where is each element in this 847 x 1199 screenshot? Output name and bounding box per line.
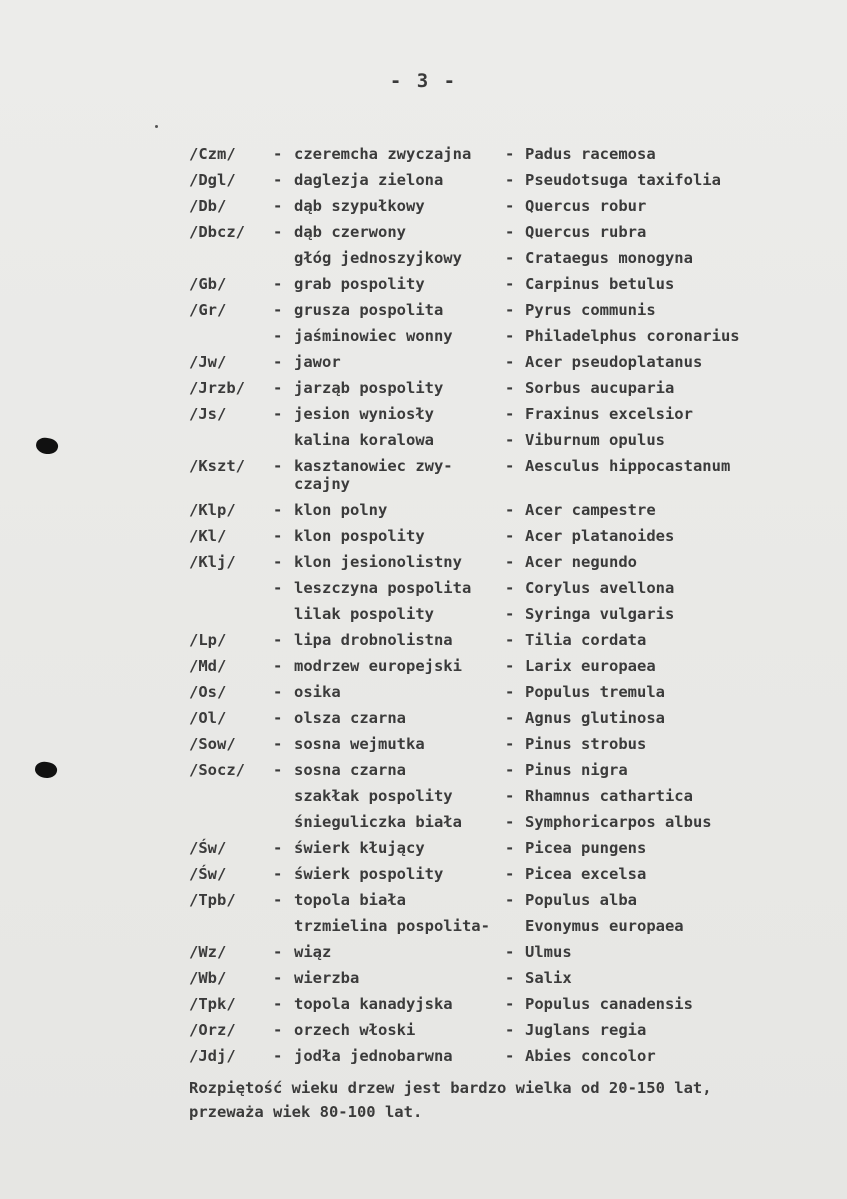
dash-separator: - (273, 761, 283, 779)
latin-name: Evonymus europaea (525, 917, 684, 935)
latin-name: Larix europaea (525, 657, 656, 675)
dash-separator: - (505, 891, 515, 909)
polish-name: czeremcha zwyczajna (294, 145, 472, 163)
species-code: /Ol/ (189, 709, 227, 727)
dash-separator: - (273, 995, 283, 1013)
dash-separator: - (273, 683, 283, 701)
dash-separator: - (505, 353, 515, 371)
dash-separator: - (273, 275, 283, 293)
species-code: /Dgl/ (189, 171, 236, 189)
latin-name: Pseudotsuga taxifolia (525, 171, 721, 189)
dash-separator: - (273, 379, 283, 397)
polish-name: śnieguliczka biała (294, 813, 462, 831)
species-code: /Dbcz/ (189, 223, 245, 241)
dash-separator: - (273, 839, 283, 857)
species-code: /Wb/ (189, 969, 227, 987)
dash-separator: - (505, 735, 515, 753)
dash-separator: - (273, 171, 283, 189)
dash-separator: - (505, 1021, 515, 1039)
dash-separator: - (505, 969, 515, 987)
latin-name: Pinus strobus (525, 735, 647, 753)
dash-separator: - (505, 865, 515, 883)
polish-name: świerk pospolity (294, 865, 444, 883)
dash-separator: - (505, 631, 515, 649)
species-code: /Os/ (189, 683, 227, 701)
polish-name: topola kanadyjska (294, 995, 453, 1013)
polish-name: topola biała (294, 891, 406, 909)
dash-separator: - (273, 553, 283, 571)
latin-name: Padus racemosa (525, 145, 656, 163)
latin-name: Aesculus hippocastanum (525, 457, 731, 475)
polish-name: modrzew europejski (294, 657, 462, 675)
polish-name: czajny (294, 475, 350, 493)
species-code: /Gr/ (189, 301, 227, 319)
dash-separator: - (505, 839, 515, 857)
polish-name: jawor (294, 353, 341, 371)
latin-name: Acer campestre (525, 501, 656, 519)
polish-name: lilak pospolity (294, 605, 434, 623)
species-code: /Gb/ (189, 275, 227, 293)
species-code: /Lp/ (189, 631, 227, 649)
latin-name: Abies concolor (525, 1047, 656, 1065)
polish-name: klon polny (294, 501, 388, 519)
dash-separator: - (273, 1021, 283, 1039)
species-code: /Św/ (189, 865, 227, 883)
dash-separator: - (505, 813, 515, 831)
latin-name: Acer pseudoplatanus (525, 353, 703, 371)
latin-name: Juglans regia (525, 1021, 647, 1039)
dash-separator: - (273, 197, 283, 215)
species-code: /Czm/ (189, 145, 236, 163)
dash-separator: - (505, 171, 515, 189)
ink-speck (155, 125, 158, 128)
polish-name: sosna czarna (294, 761, 406, 779)
age-note (189, 1076, 809, 1124)
latin-name: Acer platanoides (525, 527, 675, 545)
species-code: /Md/ (189, 657, 227, 675)
species-code: /Wz/ (189, 943, 227, 961)
latin-name: Pyrus communis (525, 301, 656, 319)
polish-name: lipa drobnolistna (294, 631, 453, 649)
latin-name: Populus alba (525, 891, 637, 909)
latin-name: Ulmus (525, 943, 572, 961)
age-note-line: Rozpiętość wieku drzew jest bardzo wielka od 20-150 lat, (189, 1079, 712, 1097)
latin-name: Quercus robur (525, 197, 647, 215)
age-note-line: przeważa wiek 80-100 lat. (189, 1103, 423, 1121)
polish-name: trzmielina pospolita- (294, 917, 490, 935)
species-code: /Js/ (189, 405, 227, 423)
dash-separator: - (273, 353, 283, 371)
page-number: - 3 - (389, 70, 458, 92)
latin-name: Populus canadensis (525, 995, 693, 1013)
species-code: /Db/ (189, 197, 227, 215)
polish-name: szakłak pospolity (294, 787, 453, 805)
species-code: /Św/ (189, 839, 227, 857)
dash-separator: - (273, 891, 283, 909)
species-code: /Jrzb/ (189, 379, 245, 397)
latin-name: Carpinus betulus (525, 275, 675, 293)
species-code: /Socz/ (189, 761, 245, 779)
dash-separator: - (505, 301, 515, 319)
latin-name: Picea excelsa (525, 865, 647, 883)
polish-name: kalina koralowa (294, 431, 434, 449)
dash-separator: - (505, 457, 515, 475)
polish-name: grab pospolity (294, 275, 425, 293)
species-code: /Kszt/ (189, 457, 245, 475)
latin-name: Agnus glutinosa (525, 709, 665, 727)
species-code: /Orz/ (189, 1021, 236, 1039)
polish-name: sosna wejmutka (294, 735, 425, 753)
polish-name: osika (294, 683, 341, 701)
latin-name: Pinus nigra (525, 761, 628, 779)
latin-name: Populus tremula (525, 683, 665, 701)
polish-name: wierzba (294, 969, 360, 987)
dash-separator: - (505, 501, 515, 519)
polish-name: orzech włoski (294, 1021, 416, 1039)
dash-separator: - (273, 631, 283, 649)
species-code: /Klj/ (189, 553, 236, 571)
latin-name: Rhamnus cathartica (525, 787, 693, 805)
latin-name: Acer negundo (525, 553, 637, 571)
dash-separator: - (273, 301, 283, 319)
polish-name: dąb czerwony (294, 223, 406, 241)
latin-name: Picea pungens (525, 839, 647, 857)
dash-separator: - (505, 327, 515, 345)
latin-name: Fraxinus excelsior (525, 405, 693, 423)
dash-separator: - (273, 405, 283, 423)
polish-name: olsza czarna (294, 709, 406, 727)
dash-separator: - (273, 657, 283, 675)
dash-separator: - (505, 405, 515, 423)
polish-name: głóg jednoszyjkowy (294, 249, 462, 267)
dash-separator: - (505, 553, 515, 571)
latin-name: Quercus rubra (525, 223, 647, 241)
species-code: /Jdj/ (189, 1047, 236, 1065)
dash-separator: - (273, 943, 283, 961)
polish-name: jodła jednobarwna (294, 1047, 453, 1065)
latin-name: Salix (525, 969, 572, 987)
dash-separator: - (505, 249, 515, 267)
dash-separator: - (505, 223, 515, 241)
dash-separator: - (505, 145, 515, 163)
dash-separator: - (505, 657, 515, 675)
dash-separator: - (505, 709, 515, 727)
dash-separator: - (505, 527, 515, 545)
dash-separator: - (273, 327, 283, 345)
latin-name: Sorbus aucuparia (525, 379, 675, 397)
polish-name: klon jesionolistny (294, 553, 462, 571)
polish-name: jaśminowiec wonny (294, 327, 453, 345)
dash-separator: - (505, 1047, 515, 1065)
dash-separator: - (505, 197, 515, 215)
latin-name: Symphoricarpos albus (525, 813, 712, 831)
dash-separator: - (505, 605, 515, 623)
dash-separator: - (273, 223, 283, 241)
dash-separator: - (273, 865, 283, 883)
species-code: /Tpk/ (189, 995, 236, 1013)
dash-separator: - (273, 1047, 283, 1065)
latin-name: Corylus avellona (525, 579, 675, 597)
species-code: /Klp/ (189, 501, 236, 519)
polish-name: daglezja zielona (294, 171, 444, 189)
dash-separator: - (273, 579, 283, 597)
dash-separator: - (505, 379, 515, 397)
polish-name: wiąz (294, 943, 332, 961)
polish-name: grusza pospolita (294, 301, 444, 319)
dash-separator: - (505, 683, 515, 701)
dash-separator: - (505, 761, 515, 779)
dash-separator: - (273, 501, 283, 519)
latin-name: Crataegus monogyna (525, 249, 693, 267)
polish-name: leszczyna pospolita (294, 579, 472, 597)
latin-name: Syringa vulgaris (525, 605, 675, 623)
dash-separator: - (273, 735, 283, 753)
latin-name: Philadelphus coronarius (525, 327, 740, 345)
punch-hole-icon (34, 760, 58, 780)
punch-hole-icon (35, 436, 60, 456)
polish-name: świerk kłujący (294, 839, 425, 857)
dash-separator: - (505, 943, 515, 961)
polish-name: jesion wyniosły (294, 405, 434, 423)
dash-separator: - (273, 969, 283, 987)
polish-name: jarząb pospolity (294, 379, 444, 397)
dash-separator: - (505, 787, 515, 805)
dash-separator: - (505, 275, 515, 293)
dash-separator: - (273, 709, 283, 727)
dash-separator: - (273, 457, 283, 475)
species-code: /Jw/ (189, 353, 227, 371)
dash-separator: - (505, 995, 515, 1013)
dash-separator: - (505, 431, 515, 449)
dash-separator: - (273, 527, 283, 545)
polish-name: dąb szypułkowy (294, 197, 425, 215)
latin-name: Viburnum opulus (525, 431, 665, 449)
latin-name: Tilia cordata (525, 631, 647, 649)
dash-separator: - (505, 579, 515, 597)
dash-separator: - (273, 145, 283, 163)
polish-name: klon pospolity (294, 527, 425, 545)
species-code: /Kl/ (189, 527, 227, 545)
species-code: /Tpb/ (189, 891, 236, 909)
species-code: /Sow/ (189, 735, 236, 753)
polish-name: kasztanowiec zwy- (294, 457, 453, 475)
